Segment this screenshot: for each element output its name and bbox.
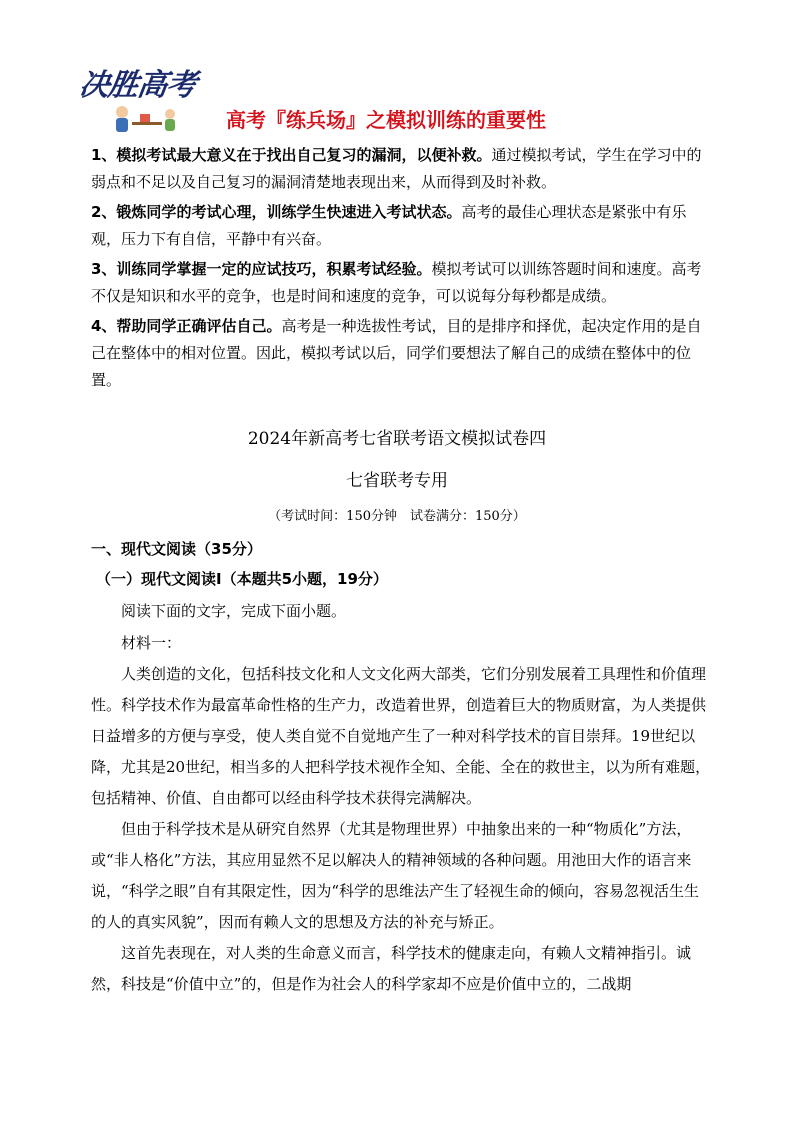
logo-illustration	[100, 102, 190, 136]
passage-paragraph: 但由于科学技术是从研究自然界（尤其是物理世界）中抽象出来的一种“物质化”方法，或“非人格化”方法，其应用显然不足以解决人的精神领域的各种问题。用池田大作的语言来说，“科学之眼”自有其限定性，因为“科学的思维法产生了轻视生命的倾向，容易忽视活生生的人的真实风貌”，因而有赖人文的思想及方法的补充与矫正。	[91, 820, 700, 931]
intro-item: 3、训练同学掌握一定的应试技巧，积累考试经验。模拟考试可以训练答题时间和速度。高考不仅是知识和水平的竞争，也是时间和速度的竞争，可以说每分每秒都是成绩。	[91, 260, 702, 305]
exam-info: （考试时间：150分钟 试卷满分：150分）	[268, 509, 526, 524]
subsection-heading: （一）现代文阅读Ⅰ（本题共5小题，19分）	[96, 570, 388, 588]
intro-item: 4、帮助同学正确评估自己。高考是一种选拔性考试，目的是排序和择优，起决定作用的是自己在整体中的相对位置。因此，模拟考试以后，同学们要想法了解自己的成绩在整体中的位置。	[91, 317, 702, 389]
passage	[91, 659, 713, 1000]
intro-item: 2、锻炼同学的考试心理，训练学生快速进入考试状态。高考的最佳心理状态是紧张中有乐观，压力下有自信，平静中有兴奋。	[91, 203, 687, 248]
section-heading: 一、现代文阅读（35分）	[91, 540, 262, 558]
logo-text: 决胜高考	[77, 68, 198, 103]
intro-list	[91, 142, 711, 397]
exam-subtitle: 七省联考专用	[346, 471, 448, 491]
exam-title: 2024年新高考七省联考语文模拟试卷四	[247, 429, 547, 449]
material-label: 材料一：	[121, 634, 182, 652]
logo	[77, 60, 210, 140]
instruction: 阅读下面的文字，完成下面小题。	[121, 602, 347, 620]
passage-paragraph: 人类创造的文化，包括科技文化和人文文化两大部类，它们分别发展着工具理性和价值理性。科学技术作为最富革命性格的生产力，改造着世界，创造着巨大的物质财富，为人类提供日益增多的方便与享受，使人类自觉不自觉地产生了一种对科学技术的盲目崇拜。19世纪以降，尤其是20世纪，相当多的人把科学技术视作全知、全能、全在的救世主，以为所有难题，包括精神、价值、自由都可以经由科学技术获得完满解决。	[91, 665, 711, 807]
intro-item: 1、模拟考试最大意义在于找出自己复习的漏洞，以便补救。通过模拟考试，学生在学习中的弱点和不足以及自己复习的漏洞清楚地表现出来，从而得到及时补救。	[91, 146, 702, 191]
passage-paragraph: 这首先表现在，对人类的生命意义而言，科学技术的健康走向，有赖人文精神指引。诚然，科技是“价值中立”的，但是作为社会人的科学家却不应是价值中立的，二战期	[91, 944, 692, 993]
headline: 高考『练兵场』之模拟训练的重要性	[226, 108, 546, 132]
